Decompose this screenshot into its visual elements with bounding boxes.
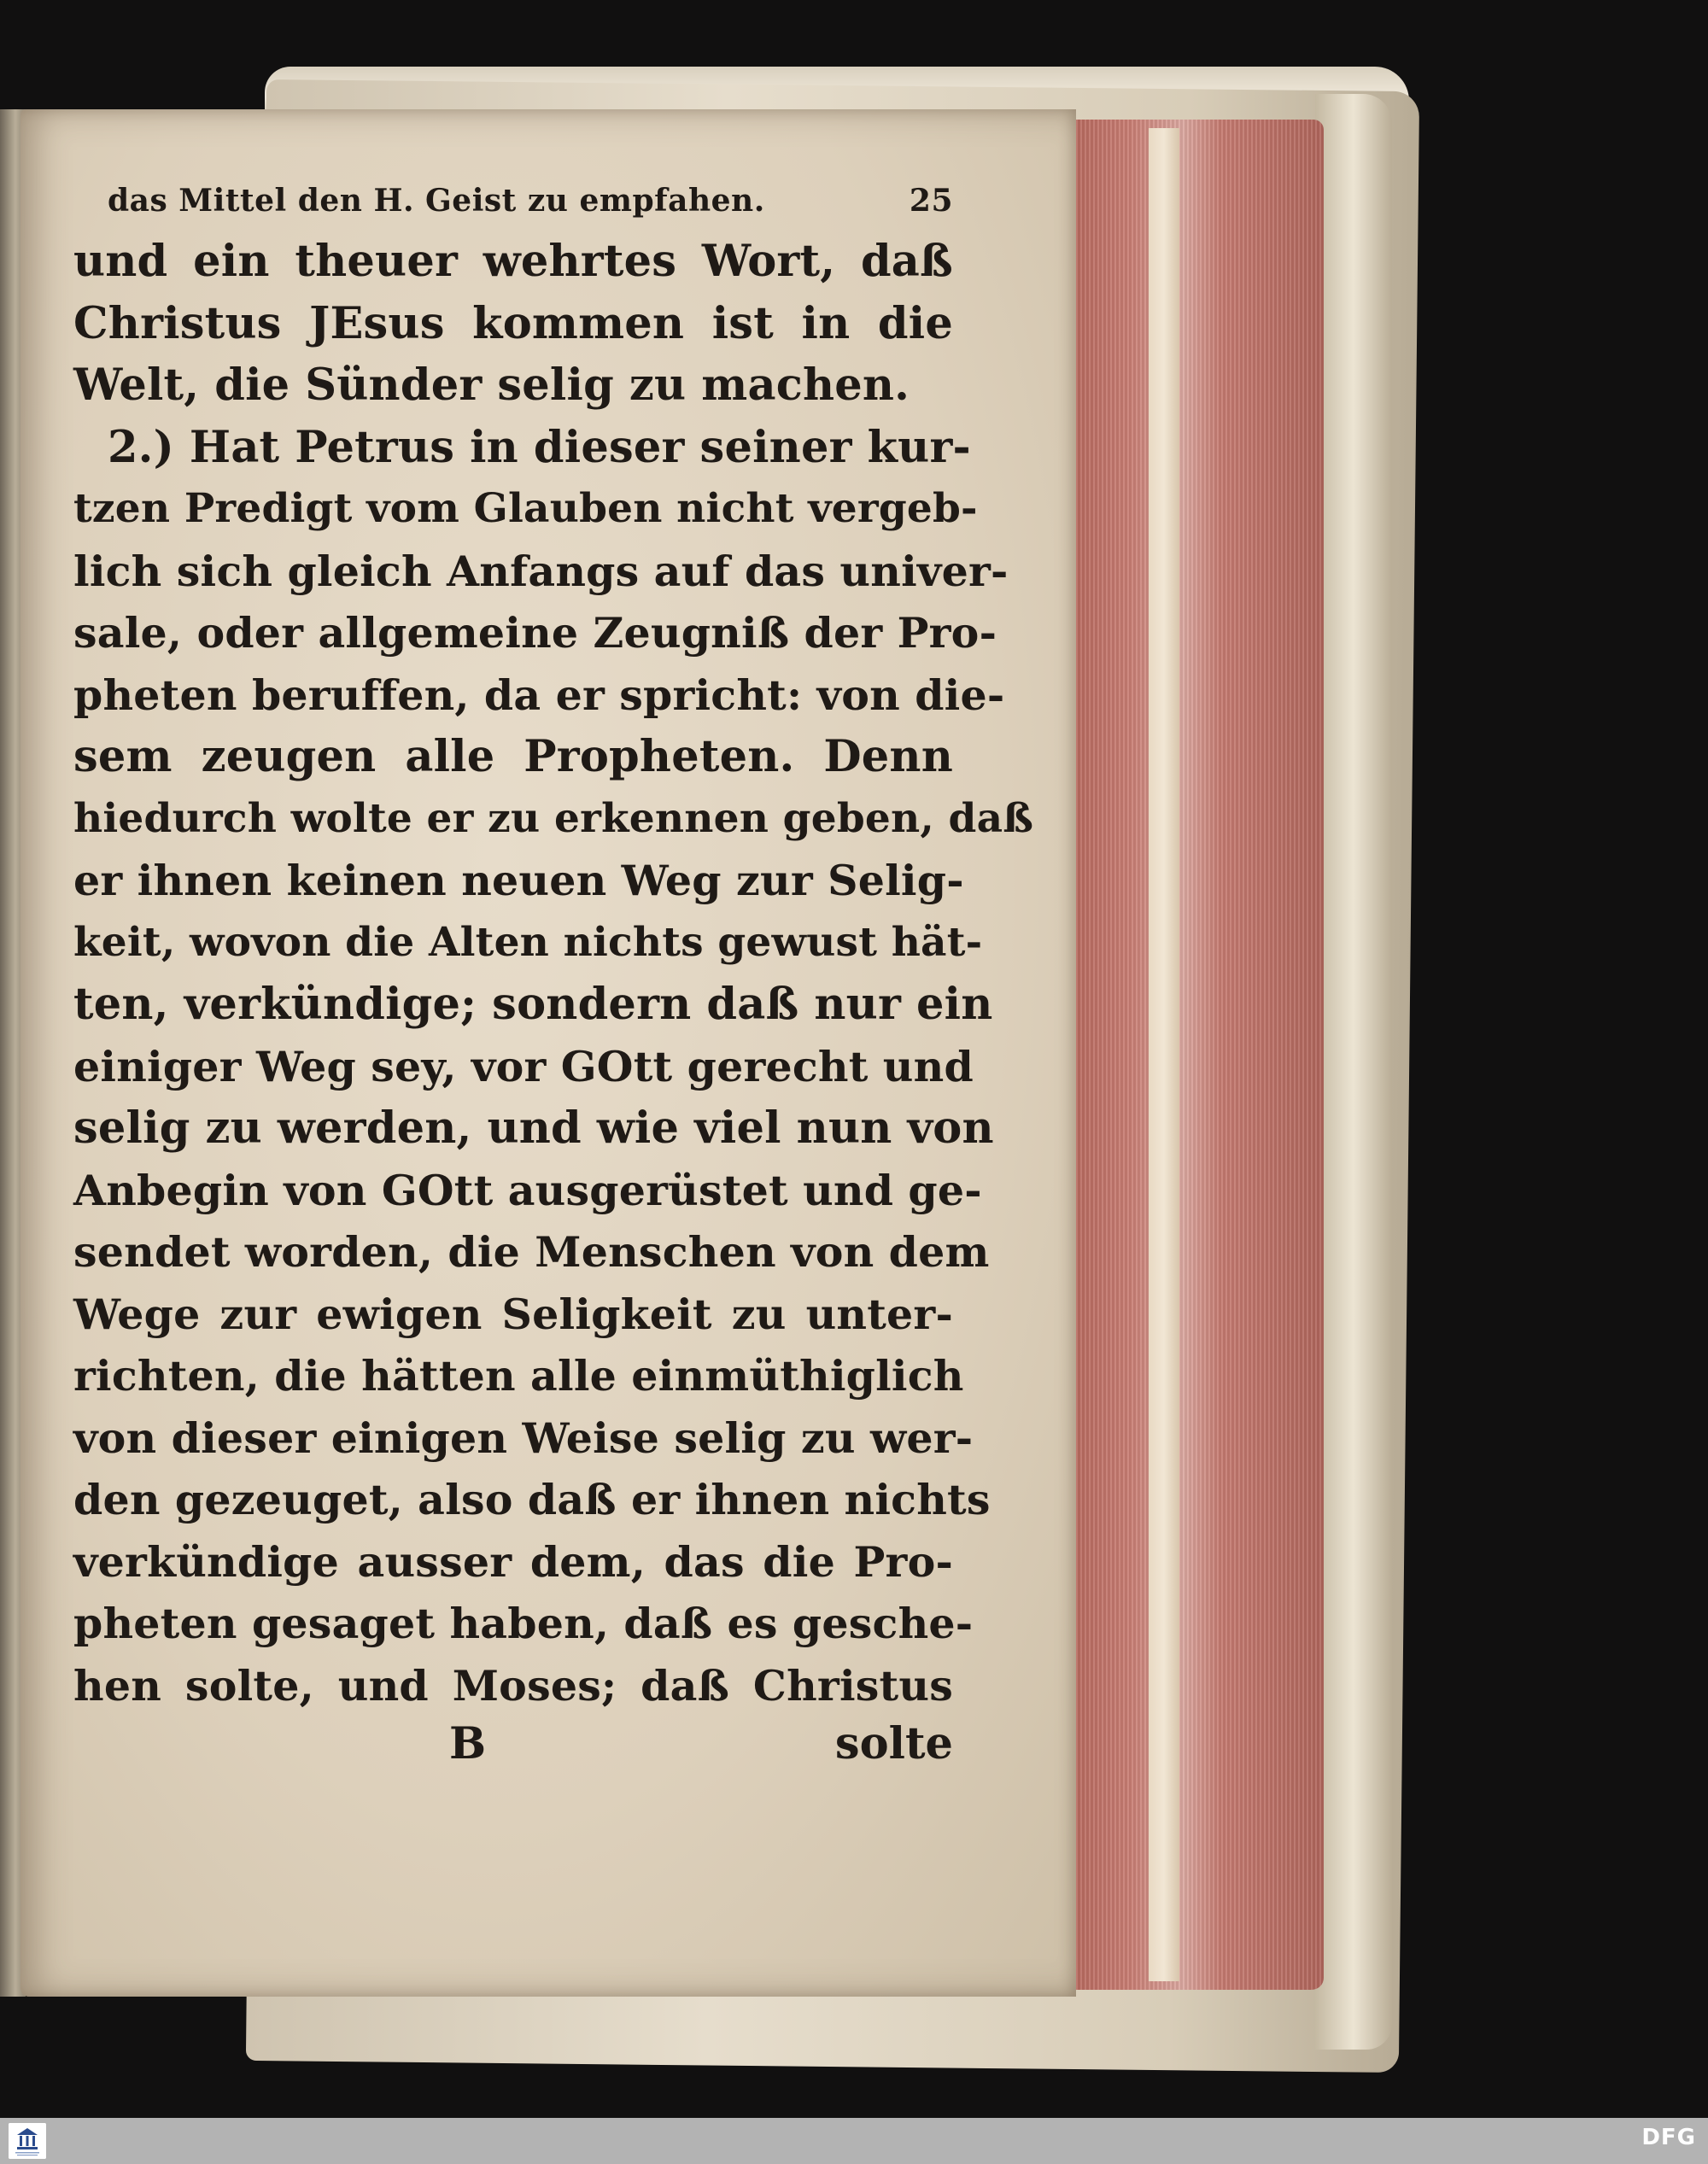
dfg-logo: DFG <box>1641 2125 1696 2150</box>
text-line: sale, oder allgemeine Zeugniß der Pro- <box>73 608 997 658</box>
page-footer <box>73 1718 953 1787</box>
text-line: Anbegin von GOtt ausgerüstet und ge- <box>73 1165 982 1215</box>
text-line: sendet worden, die Menschen von dem <box>73 1227 990 1277</box>
red-page-edges <box>1068 120 1324 1990</box>
running-head-title: das Mittel den H. Geist zu empfahen. <box>108 183 765 219</box>
text-line: keit, wovon die Alten nichts gewust hät- <box>73 918 983 966</box>
text-line: pheten beruffen, da er spricht: von die- <box>73 670 1005 720</box>
page-number: 25 <box>909 183 953 219</box>
text-line: Wege zur ewigen Seligkeit zu unter- <box>73 1289 953 1339</box>
viewer-bottom-bar <box>0 2118 1708 2164</box>
page-text-block <box>73 183 1034 1787</box>
text-line: er ihnen keinen neuen Weg zur Selig- <box>73 856 964 905</box>
text-line: einiger Weg sey, vor GOtt gerecht und <box>73 1041 974 1091</box>
building-icon <box>9 2123 46 2159</box>
text-line: verkündige ausser dem, das die Pro- <box>73 1536 953 1587</box>
text-line: ten, verkündige; sondern daß nur ein <box>73 979 993 1030</box>
text-line: richten, die hätten alle einmüthiglich <box>73 1351 964 1401</box>
text-line: 2.) Hat Petrus in dieser seiner kur- <box>108 421 971 473</box>
text-line: hiedurch wolte er zu erkennen geben, daß <box>73 794 1034 842</box>
page-edges-gap <box>1149 128 1179 1981</box>
text-line: Christus JEsus kommen ist in die <box>73 297 953 349</box>
text-line: und ein theuer wehrtes Wort, daß <box>73 236 953 287</box>
text-line: den gezeuget, also daß er ihnen nichts <box>73 1475 991 1524</box>
text-line: Welt, die Sünder selig zu machen. <box>73 360 910 411</box>
text-line: tzen Predigt vom Glauben nicht vergeb- <box>73 485 978 532</box>
text-line: von dieser einigen Weise selig zu wer- <box>73 1412 974 1463</box>
text-line: sem zeugen alle Propheten. Denn <box>73 731 953 782</box>
running-head <box>73 183 953 231</box>
library-logo-icon <box>9 2123 46 2159</box>
text-line: hen solte, und Moses; daß Christus <box>73 1660 953 1711</box>
text-line: lich sich gleich Anfangs auf das univer- <box>73 546 1009 596</box>
text-line: pheten gesaget haben, daß es gesche- <box>73 1599 974 1648</box>
vellum-cover-fore-edge <box>1315 94 1392 2050</box>
text-line: selig zu werden, und wie viel nun von <box>73 1102 994 1154</box>
signature-mark: B <box>449 1718 487 1769</box>
catchword: solte <box>834 1718 953 1769</box>
